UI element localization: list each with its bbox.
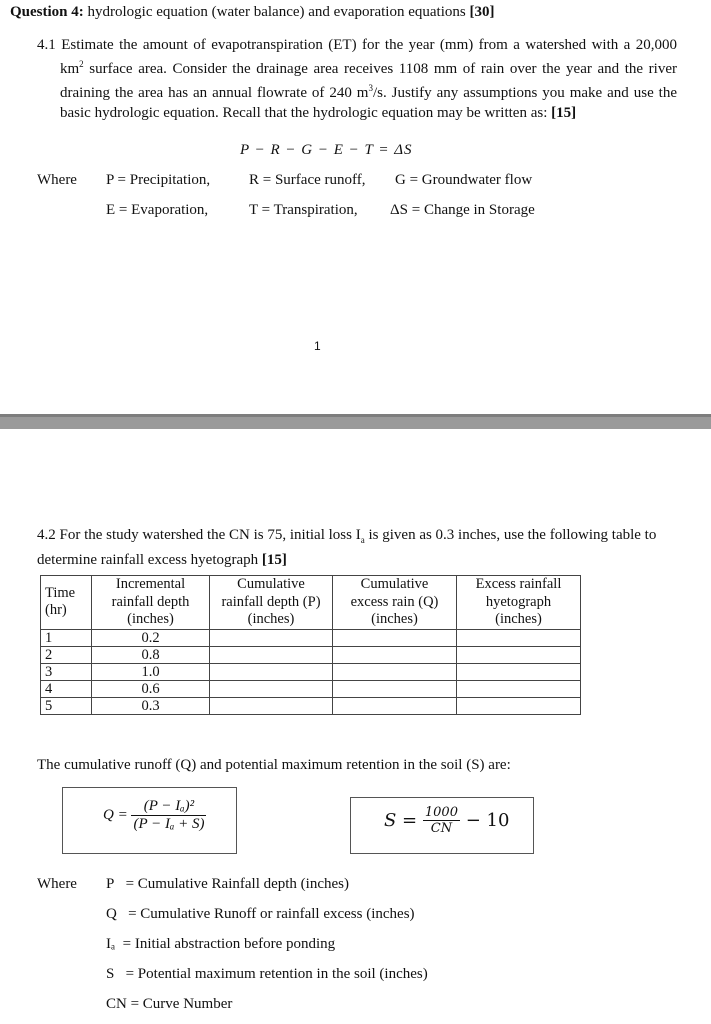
- table-row: [41, 663, 581, 680]
- cell-excess: [457, 663, 581, 680]
- q41-sup-1: 2: [79, 59, 84, 70]
- header-incremental: [92, 576, 210, 630]
- formula-s-box: [350, 797, 534, 854]
- def-evaporation: E = Evaporation,: [106, 202, 209, 218]
- header-excess: [457, 576, 581, 630]
- cell-cumulative-q: [333, 663, 457, 680]
- cell-incremental: 0.3: [92, 697, 210, 714]
- header-ex-l2: hyetograph: [485, 593, 552, 610]
- def-cn-sym: CN: [106, 996, 127, 1012]
- header-inc-l3: (inches): [127, 611, 174, 627]
- q41-text-c: /s. Justify any assumptions you make and use the basic hydrologic equation. Recall that the hydrologic equation may be written as:: [60, 85, 677, 121]
- cell-incremental: 0.2: [92, 629, 210, 646]
- q42-sub: a: [360, 535, 365, 545]
- cell-excess: [457, 697, 581, 714]
- cell-cumulative-p: [210, 663, 333, 680]
- def-storage: ΔS = Change in Storage: [390, 202, 535, 218]
- where-label-2: Where: [37, 876, 77, 892]
- cell-excess: [457, 680, 581, 697]
- header-cq-l3: (inches): [371, 611, 418, 627]
- header-inc-l1: Incremental: [115, 576, 186, 592]
- q41-paragraph: [37, 36, 677, 123]
- question-label: Question 4:: [10, 4, 84, 20]
- cell-incremental: 1.0: [92, 663, 210, 680]
- formula-s-denominator: CN: [430, 821, 453, 836]
- page-number: 1: [314, 339, 321, 353]
- q41-number: 4.1: [37, 37, 56, 53]
- q41-text-b: surface area. Consider the drainage area receives 1108 mm of rain over the year and the river draining the area has an annual flowrate of 240 m: [60, 61, 677, 102]
- cell-cumulative-p: [210, 629, 333, 646]
- def-p-desc: = Cumulative Rainfall depth (inches): [125, 876, 349, 892]
- def-ia-sym: Iₐ: [106, 936, 116, 952]
- header-cumulative-q: [333, 576, 457, 630]
- where-label-1: Where: [37, 172, 77, 188]
- formula-q-fraction: [131, 798, 206, 833]
- hydrologic-equation: P − R − G − E − T = ΔS: [240, 142, 413, 158]
- cell-incremental: 0.8: [92, 646, 210, 663]
- cell-cumulative-q: [333, 646, 457, 663]
- def-q: [106, 906, 415, 923]
- question-marks: [30]: [469, 4, 495, 20]
- header-cumulative-p: [210, 576, 333, 630]
- q42-paragraph: [37, 526, 677, 570]
- def-s: [106, 966, 428, 983]
- def-q-desc: = Cumulative Runoff or rainfall excess (inches): [128, 906, 415, 922]
- q42-marks: [15]: [261, 551, 287, 568]
- formula-s-numerator: 1000: [424, 805, 458, 820]
- q41-sup-2: 3: [368, 83, 373, 94]
- cell-cumulative-q: [333, 697, 457, 714]
- q42-text-b: is given as 0.3 inches, use the following table to determine rainfall excess hyetograph: [37, 527, 657, 568]
- cell-cumulative-q: [333, 629, 457, 646]
- cell-cumulative-p: [210, 697, 333, 714]
- rainfall-table: [40, 575, 581, 715]
- formula-s-rest: − 10: [465, 810, 510, 831]
- q42-text-a: 4.2 For the study watershed the CN is 75, initial loss I: [37, 527, 361, 543]
- def-ia: [106, 936, 335, 953]
- q41-text-a: Estimate the amount of evapotranspiration (ET) for the year (mm) from a watershed with a 20,000 km: [60, 37, 678, 78]
- table-header-row: [41, 576, 581, 630]
- header-inc-l2: rainfall depth: [111, 593, 190, 610]
- question-title: hydrologic equation (water balance) and evaporation equations: [83, 4, 470, 20]
- formula-q-numerator: (P − Iₐ)²: [131, 798, 206, 816]
- question-heading: [10, 4, 494, 21]
- retention-text: The cumulative runoff (Q) and potential maximum retention in the soil (S) are:: [37, 757, 511, 773]
- page-divider-edge: [0, 414, 711, 417]
- table-row: [41, 680, 581, 697]
- cell-time: 4: [41, 680, 92, 697]
- table-row: [41, 697, 581, 714]
- formula-q-lhs: Q =: [103, 807, 128, 823]
- header-cp-l1: Cumulative: [237, 576, 305, 592]
- def-transpiration: T = Transpiration,: [249, 202, 358, 218]
- header-ex-l3: (inches): [495, 611, 542, 627]
- header-time-l1: Time: [45, 584, 76, 601]
- cell-time: 2: [41, 646, 92, 663]
- def-groundwater: G = Groundwater flow: [395, 172, 533, 188]
- def-p-sym: P: [106, 876, 115, 892]
- cell-time: 3: [41, 663, 92, 680]
- cell-incremental: 0.6: [92, 680, 210, 697]
- table-row: [41, 646, 581, 663]
- def-surface-runoff: R = Surface runoff,: [249, 172, 366, 188]
- cell-excess: [457, 646, 581, 663]
- header-cp-l2: rainfall depth (P): [221, 593, 321, 610]
- def-precipitation: P = Precipitation,: [106, 172, 211, 188]
- def-s-desc: = Potential maximum retention in the soil (inches): [125, 966, 428, 982]
- header-cq-l2: excess rain (Q): [350, 593, 439, 610]
- header-cp-l3: (inches): [247, 611, 295, 627]
- formula-s-fraction: [423, 805, 460, 836]
- def-s-sym: S: [106, 966, 115, 982]
- def-q-sym: Q: [106, 906, 117, 922]
- header-time: [41, 576, 92, 630]
- def-cn-desc: = Curve Number: [130, 996, 233, 1012]
- cell-cumulative-q: [333, 680, 457, 697]
- def-ia-desc: = Initial abstraction before ponding: [122, 936, 336, 952]
- header-ex-l1: Excess rainfall: [475, 576, 562, 592]
- q41-marks: [15]: [551, 104, 577, 121]
- cell-excess: [457, 629, 581, 646]
- def-p: [106, 876, 349, 893]
- cell-cumulative-p: [210, 680, 333, 697]
- formula-q-denominator: (P − Iₐ + S): [133, 816, 205, 832]
- cell-cumulative-p: [210, 646, 333, 663]
- header-time-l2: (hr): [45, 602, 67, 619]
- cell-time: 1: [41, 629, 92, 646]
- formula-s-lhs: S =: [384, 810, 418, 831]
- def-cn: [106, 996, 232, 1013]
- formula-q-box: [62, 787, 237, 854]
- table-row: [41, 629, 581, 646]
- cell-time: 5: [41, 697, 92, 714]
- header-cq-l1: Cumulative: [360, 576, 429, 592]
